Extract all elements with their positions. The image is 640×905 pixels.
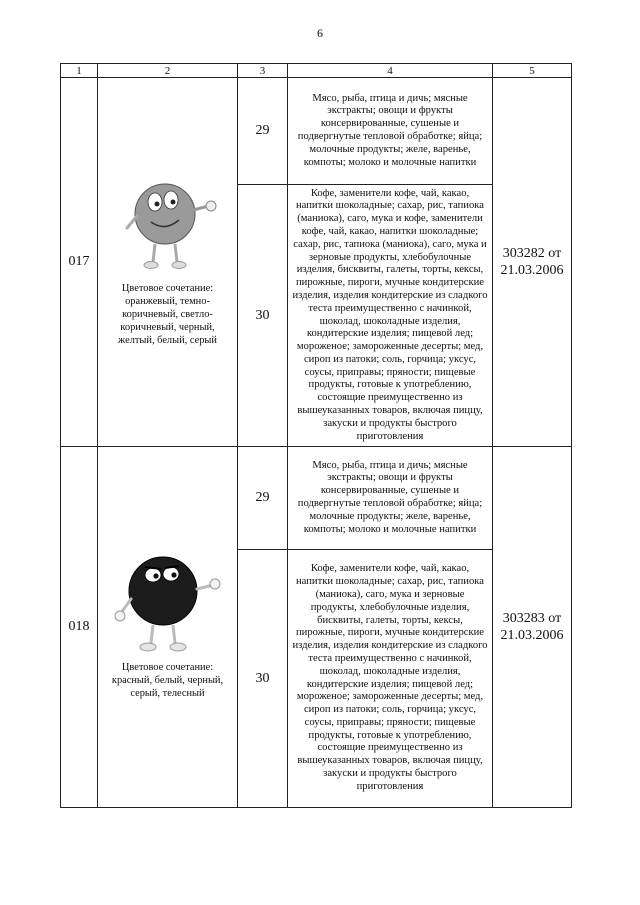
character-glove — [115, 611, 125, 621]
goods-list: Мясо, рыба, птица и дичь; мясные экстракты; овощи и фрукты консервированные, сушеные и подвергнутые тепловой обработке; яйца; молочные продукты; желе, варенье, компоты; молоко и молочные напитки — [288, 78, 493, 185]
mark-cell — [98, 447, 238, 808]
trademark-character-image — [113, 166, 223, 278]
color-combination-text: Цветовое сочетание: красный, белый, черный, серый, телесный — [111, 662, 224, 699]
character-pupil — [171, 572, 176, 577]
trademark-character-image — [113, 539, 223, 657]
character-glove — [206, 201, 216, 211]
column-header: 4 — [288, 64, 493, 78]
class-number: 30 — [238, 550, 288, 808]
item-number: 018 — [61, 447, 98, 808]
registration-number: 303282 от 21.03.2006 — [493, 78, 572, 447]
character-leg — [153, 244, 155, 262]
character-glove — [210, 579, 220, 589]
character-eye — [145, 568, 161, 582]
character-pupil — [154, 202, 159, 207]
column-header: 2 — [98, 64, 238, 78]
character-arm — [127, 216, 137, 228]
registration-number: 303283 от 21.03.2006 — [493, 447, 572, 808]
character-body — [129, 557, 197, 625]
class-number: 30 — [238, 185, 288, 447]
goods-list: Мясо, рыба, птица и дичь; мясные экстракты; овощи и фрукты консервированные, сушеные и подвергнутые тепловой обработке; яйца; молочные продукты; желе, варенье, компоты; молоко и молочные напитки — [288, 447, 493, 550]
character-shoe — [144, 262, 158, 269]
goods-list: Кофе, заменители кофе, чай, какао, напитки шоколадные; сахар, рис, тапиока (маниока), саго, мука и зерновые продукты, хлебобулочные изделия, бисквиты, галеты, торты, кексы, пирожные, пироги, мучные кондитерские изделия, изделия кондитерские из сладкого теста преимущественно с начинкой, шоколад, шоколадные изделия, кондитерские изделия; пищевой лед; мороженое; замороженные десерты; мед, сироп из патоки; соль, горчица; уксус, соусы, приправы; пряности; пищевые продукты, готовые к употреблению, состоящие преимущественно из вышеуказанных товаров, включая пиццу, закуски и продукты быстрого приготовления — [288, 550, 493, 808]
column-header: 3 — [238, 64, 288, 78]
character-leg — [175, 244, 177, 262]
header-row — [61, 64, 572, 78]
trademark-table — [60, 63, 572, 808]
table-row — [61, 447, 572, 550]
character-body — [135, 184, 195, 244]
page-number: 6 — [317, 26, 323, 40]
character-eye — [164, 191, 178, 209]
character-pupil — [170, 200, 175, 205]
character-shoe — [172, 262, 186, 269]
character-shoe — [170, 643, 186, 651]
color-combination-text: Цветовое сочетание: оранжевый, темно-коричневый, светло-коричневый, черный, желтый, белый, серый — [118, 283, 217, 346]
mark-cell — [98, 78, 238, 447]
character-pupil — [153, 573, 158, 578]
class-number: 29 — [238, 78, 288, 185]
character-arm — [121, 599, 131, 613]
character-eye — [148, 193, 162, 211]
goods-list: Кофе, заменители кофе, чай, какао, напитки шоколадные; сахар, рис, тапиока (маниока), саго, мука и кофе, заменители кофе, чай, какао, напитки шоколадные; сахар, рис, тапиока (маниока), саго, мука и зерновые продукты, хлебобулочные изделия, бисквиты, галеты, торты, кексы, пирожные, пироги, мучные кондитерские изделия, изделия кондитерские из сладкого теста преимущественно с начинкой, шоколад, шоколадные изделия, кондитерские изделия; пищевой лед; мороженое; замороженные десерты; мед, сироп из патоки; соль, горчица; уксус, соусы, приправы; пряности; пищевые продукты, готовые к употреблению, состоящие преимущественно из вышеуказанных товаров, включая пиццу, закуски и продукты быстрого приготовления — [288, 185, 493, 447]
character-eye — [163, 567, 179, 581]
class-number: 29 — [238, 447, 288, 550]
character-shoe — [140, 643, 156, 651]
column-header: 1 — [61, 64, 98, 78]
table-row — [61, 78, 572, 185]
item-number: 017 — [61, 78, 98, 447]
column-header: 5 — [493, 64, 572, 78]
character-leg — [151, 625, 153, 643]
character-leg — [173, 625, 175, 643]
